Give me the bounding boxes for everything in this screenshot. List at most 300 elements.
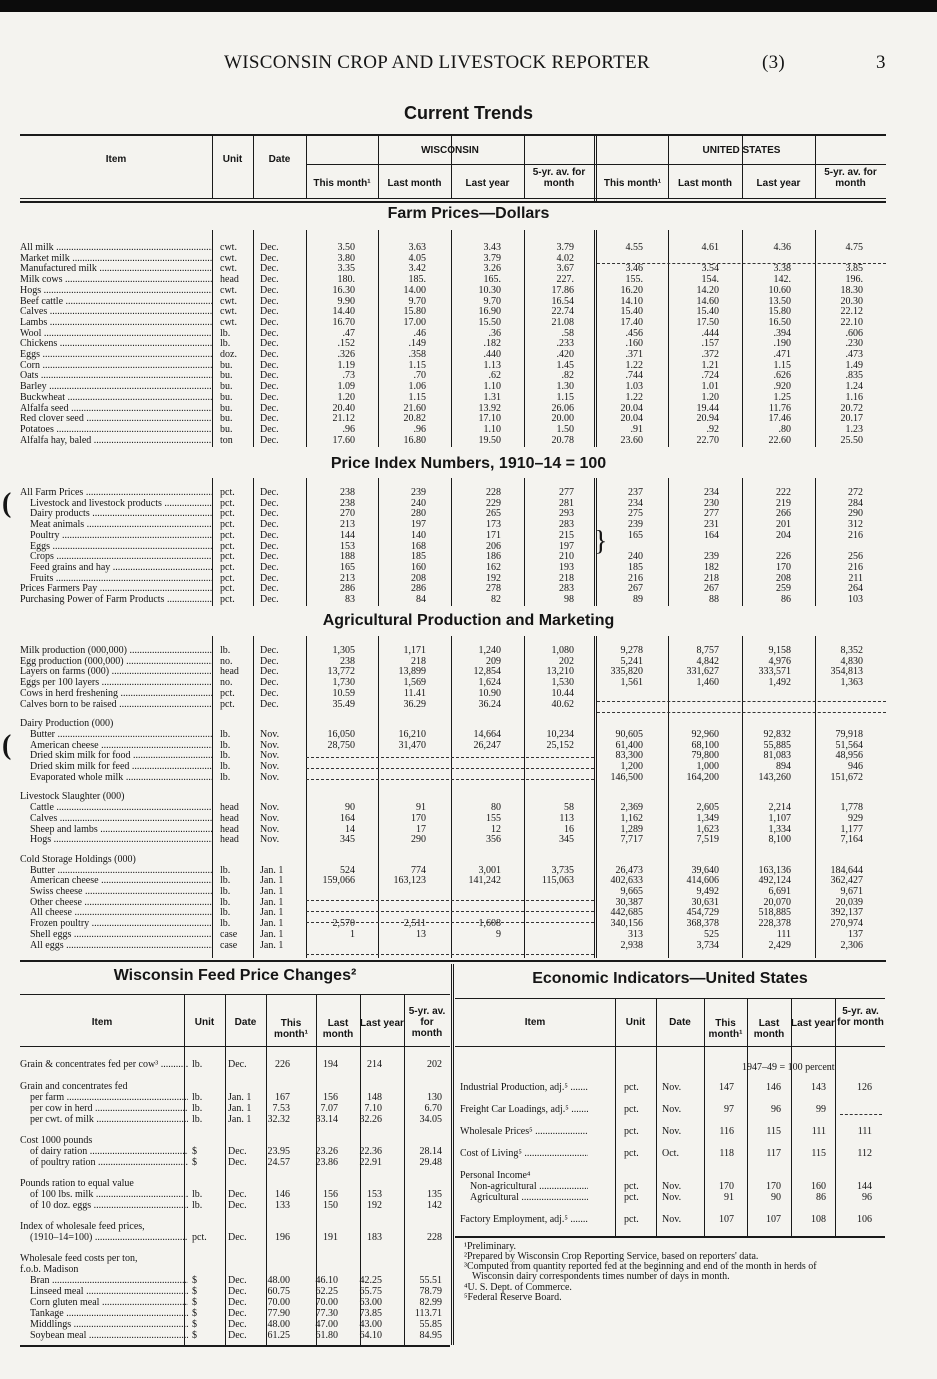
- us-value: 518,885: [758, 907, 791, 919]
- row-unit: bu.: [220, 423, 233, 435]
- feed-row: [20, 1178, 440, 1189]
- feed-value: 73.85: [359, 1308, 382, 1319]
- row-unit: pct.: [220, 561, 235, 573]
- us-value: 83,300: [615, 750, 643, 762]
- wi-value: 91: [416, 802, 426, 814]
- row-unit: pct.: [220, 497, 235, 509]
- footnote: ²Prepared by Wisconsin Crop Reporting Service, based on reporters' data.: [464, 1251, 759, 1262]
- us-value: 86: [781, 594, 791, 605]
- row-unit: lb.: [220, 907, 231, 919]
- wi-value: 165: [340, 561, 355, 573]
- table-row: [20, 824, 885, 835]
- row-label: Calves .....: [20, 306, 212, 317]
- wi-value: 21.12: [332, 413, 355, 425]
- us-value: 79,918: [835, 728, 863, 740]
- row-date: Nov.: [260, 771, 280, 783]
- feed-row-unit: $: [192, 1146, 197, 1157]
- table-header-bottom-rule-2: [20, 201, 886, 203]
- column-header-last-month: Last month: [387, 178, 442, 189]
- wi-value: 3.35: [337, 263, 355, 275]
- row-date: Dec.: [260, 540, 279, 552]
- feed-value: 167: [275, 1092, 290, 1103]
- footnote: Wisconsin dairy correspondents times number of days in month.: [472, 1271, 730, 1282]
- wi-value: 215: [559, 529, 574, 541]
- wi-value: 19.50: [478, 434, 501, 446]
- us-value: 92,832: [763, 728, 791, 740]
- feed-value: 43.00: [359, 1319, 382, 1330]
- row-date: Dec.: [260, 666, 279, 678]
- row-unit: cwt.: [220, 252, 237, 264]
- row-unit: lb.: [220, 750, 231, 762]
- row-unit: pct.: [220, 529, 235, 541]
- wi-value: 1,530: [551, 677, 574, 689]
- wi-value: 293: [559, 508, 574, 520]
- feed-value: 226: [275, 1059, 290, 1070]
- us-value: 7,164: [840, 834, 863, 846]
- feed-header-date: Date: [234, 1017, 257, 1028]
- subsection-label: Cold Storage Holdings (000): [20, 853, 136, 865]
- us-value: 1,623: [696, 823, 719, 835]
- row-unit: case: [220, 939, 238, 951]
- section-title: Agricultural Production and Marketing: [322, 612, 615, 629]
- feed-row: [20, 1135, 440, 1146]
- us-value: .835: [845, 370, 863, 382]
- feed-row-label: f.o.b. Madison: [20, 1264, 79, 1275]
- table-row: [20, 929, 885, 940]
- feed-row-label: of dairy ration .....: [20, 1146, 188, 1157]
- feed-value: 7.53: [272, 1103, 290, 1114]
- feed-value: 62.25: [315, 1286, 338, 1297]
- us-value: 1.25: [773, 391, 791, 403]
- table-row: [20, 274, 885, 285]
- table-top-rule: [20, 134, 886, 136]
- wi-value: 20.40: [332, 402, 355, 414]
- feed-value: 196: [275, 1232, 290, 1243]
- wi-value: 173: [486, 519, 501, 531]
- row-date: Dec.: [260, 497, 279, 509]
- wi-value: 3.67: [556, 263, 574, 275]
- wi-value: 16.30: [332, 284, 355, 296]
- us-value: 9,158: [768, 645, 791, 656]
- us-value: 240: [628, 551, 643, 563]
- row-date: Dec.: [260, 487, 279, 498]
- column-header-five-yr: 5-yr. av. for month: [824, 167, 877, 189]
- feed-row-unit: lb.: [192, 1114, 203, 1125]
- wi-value: .36: [488, 327, 501, 339]
- us-value: 267: [628, 583, 643, 595]
- us-value: .371: [625, 349, 643, 360]
- feed-header-five-yr: 5-yr. av. for month: [408, 1006, 446, 1039]
- econ-row: [460, 1126, 890, 1137]
- table-row: [20, 573, 885, 584]
- wi-value: 356: [486, 834, 501, 846]
- row-date: Dec.: [260, 391, 279, 403]
- wi-value: 16,050: [327, 728, 355, 740]
- table-bottom-rule: [20, 960, 886, 962]
- us-value: 3.85: [845, 263, 863, 275]
- feed-bottom-rule: [20, 1345, 450, 1347]
- row-date: Dec.: [260, 381, 279, 393]
- feed-row: [20, 1146, 440, 1157]
- us-value: .91: [630, 423, 643, 435]
- us-value: 216: [628, 572, 643, 584]
- wi-value: 218: [559, 572, 574, 584]
- wi-value: 20.82: [403, 413, 426, 425]
- row-unit: bu.: [220, 370, 233, 382]
- feed-value: 46.10: [315, 1275, 338, 1286]
- econ-header-date: Date: [669, 1017, 691, 1028]
- feed-value: 23.26: [315, 1146, 338, 1157]
- wi-value: 218: [411, 655, 426, 667]
- wi-value: 277: [559, 487, 574, 498]
- us-value: 1,200: [620, 761, 643, 772]
- feed-value: 194: [323, 1059, 338, 1070]
- feed-row: [20, 1221, 440, 1232]
- column-header-last-year: Last year: [465, 178, 510, 189]
- row-label: Milk production (000,000) .....: [20, 645, 212, 656]
- table-row: [20, 317, 885, 328]
- wi-value: 13,772: [327, 666, 355, 678]
- subsection-label: Livestock Slaughter (000): [20, 791, 125, 803]
- us-value: 313: [628, 928, 643, 940]
- us-value: 22.12: [840, 306, 863, 318]
- wi-value: 1.10: [483, 381, 501, 393]
- econ-row-label: Non-agricultural .....: [460, 1181, 588, 1192]
- row-unit: head: [220, 834, 239, 846]
- us-value: 211: [848, 572, 863, 584]
- wi-value: 238: [340, 487, 355, 498]
- row-label: Wool .....: [20, 328, 212, 339]
- row-unit: lb.: [220, 896, 231, 908]
- wi-value: 11.41: [403, 687, 426, 699]
- wi-value: 26.06: [551, 402, 574, 414]
- wi-value: 3.50: [337, 242, 355, 253]
- us-value: 30,631: [691, 896, 719, 908]
- row-unit: bu.: [220, 359, 233, 371]
- wi-value: 10.90: [478, 687, 501, 699]
- feed-value: 42.25: [359, 1275, 382, 1286]
- feed-value: 23.86: [315, 1157, 338, 1168]
- us-value: 20.72: [840, 402, 863, 414]
- feed-row-date: Dec.: [228, 1200, 247, 1211]
- row-label: Buckwheat .....: [20, 392, 212, 403]
- row-unit: cwt.: [220, 263, 237, 275]
- feed-value: 6.70: [424, 1103, 442, 1114]
- table-row: [20, 645, 885, 656]
- econ-row-label: Industrial Production, adj.⁵ .....: [460, 1082, 588, 1093]
- column-header-unit: Unit: [222, 154, 243, 165]
- us-value: 239: [704, 551, 719, 563]
- feed-value: 133: [275, 1200, 290, 1211]
- table-row: [20, 907, 885, 918]
- us-value: .157: [701, 338, 719, 350]
- row-label: Oats .....: [20, 370, 212, 381]
- empty-cell-dash: [306, 900, 594, 901]
- wi-value: 3,001: [478, 864, 501, 876]
- us-value: 264: [848, 583, 863, 595]
- row-label: Frozen poultry .....: [20, 918, 212, 929]
- feed-row: [20, 1297, 440, 1308]
- us-value: .626: [773, 370, 791, 382]
- us-value: 4,842: [696, 655, 719, 667]
- us-value: 9,492: [696, 886, 719, 897]
- feed-row-label: of poultry ration .....: [20, 1157, 188, 1168]
- wi-value: 1.50: [556, 423, 574, 435]
- econ-row-label: Personal Income⁴: [460, 1170, 531, 1181]
- row-date: Jan. 1: [260, 896, 284, 908]
- table-row: [20, 413, 885, 424]
- econ-value: 170: [719, 1181, 734, 1192]
- us-value: 185: [628, 561, 643, 573]
- feed-row: [20, 1330, 440, 1341]
- us-value: 6,691: [768, 886, 791, 897]
- us-value: 218: [704, 572, 719, 584]
- us-value: 18.30: [840, 284, 863, 296]
- us-value: 111: [776, 928, 791, 940]
- row-unit: lb.: [220, 864, 231, 876]
- wi-value: 36.24: [478, 698, 501, 710]
- wi-value: 4.05: [408, 252, 426, 264]
- us-value: .190: [773, 338, 791, 350]
- row-unit: pct.: [220, 540, 235, 552]
- wi-value: 1,730: [332, 677, 355, 689]
- wi-value: 280: [411, 508, 426, 520]
- row-unit: pct.: [220, 508, 235, 520]
- us-value: 1.24: [845, 381, 863, 393]
- feed-value: 142: [427, 1200, 442, 1211]
- wi-value: 1,624: [478, 677, 501, 689]
- us-value: 3.38: [773, 263, 791, 275]
- us-value: 103: [848, 594, 863, 605]
- row-label: Calves born to be raised .....: [20, 699, 212, 710]
- table-row: [20, 519, 885, 530]
- row-label: Calves .....: [20, 813, 212, 824]
- us-value: 219: [776, 497, 791, 509]
- wi-value: 113: [559, 812, 574, 824]
- us-value: .230: [845, 338, 863, 350]
- us-value: 55,885: [763, 739, 791, 751]
- wi-value: 163,123: [393, 875, 426, 887]
- us-value: 230: [704, 497, 719, 509]
- feed-row-unit: lb.: [192, 1189, 203, 1200]
- feed-value: 77.30: [315, 1308, 338, 1319]
- us-value: 454,729: [686, 907, 719, 919]
- row-unit: bu.: [220, 413, 233, 425]
- us-value: 25.50: [840, 434, 863, 446]
- us-value: 1.23: [845, 423, 863, 435]
- us-value: .394: [773, 327, 791, 339]
- us-value: 492,124: [758, 875, 791, 887]
- us-value: 8,352: [840, 645, 863, 656]
- wi-value: 208: [411, 572, 426, 584]
- us-value: 170: [776, 561, 791, 573]
- us-value: 525: [704, 928, 719, 940]
- row-label: Hogs .....: [20, 285, 212, 296]
- row-label: Swiss cheese .....: [20, 886, 212, 897]
- wi-value: 84: [416, 594, 426, 605]
- econ-value: 147: [719, 1082, 734, 1093]
- feed-value: 70.00: [315, 1297, 338, 1308]
- feed-header-top-rule: [20, 994, 450, 995]
- wi-value: 213: [340, 519, 355, 531]
- feed-row-date: Dec.: [228, 1232, 247, 1243]
- us-value: 2,369: [620, 802, 643, 814]
- econ-table-title: Economic Indicators—United States: [532, 970, 808, 987]
- us-value: 20.04: [620, 402, 643, 414]
- feed-row: [20, 1200, 440, 1211]
- table-row: [20, 508, 885, 519]
- row-unit: cwt.: [220, 295, 237, 307]
- feed-value: 146: [275, 1189, 290, 1200]
- us-value: 1.20: [701, 391, 719, 403]
- row-unit: bu.: [220, 381, 233, 393]
- table-row: [20, 761, 885, 772]
- feed-value: 113.71: [414, 1308, 442, 1319]
- us-value: 7,717: [620, 834, 643, 846]
- econ-row-label: Agricultural .....: [460, 1192, 588, 1203]
- wi-value: 36.29: [403, 698, 426, 710]
- table-row: [20, 562, 885, 573]
- us-value: 290: [848, 508, 863, 520]
- row-unit: pct.: [220, 572, 235, 584]
- feed-row: [20, 1264, 440, 1275]
- wi-value: .47: [342, 327, 355, 339]
- econ-value: 115: [811, 1148, 826, 1159]
- table-row: [20, 370, 885, 381]
- feed-row: [20, 1157, 440, 1168]
- wi-value: 10.30: [478, 284, 501, 296]
- row-date: Dec.: [260, 306, 279, 318]
- us-value: 1,177: [840, 823, 863, 835]
- econ-header-last-month: Last month: [753, 1018, 785, 1040]
- econ-header-bottom-rule: [455, 1046, 885, 1047]
- table-row: [20, 424, 885, 435]
- feed-row-label: Linseed meal .....: [20, 1286, 188, 1297]
- feed-value: 84.95: [419, 1330, 442, 1341]
- column-header-united-states: UNITED STATES: [702, 145, 781, 156]
- row-unit: head: [220, 666, 239, 678]
- wi-value: 1,171: [403, 645, 426, 656]
- wi-value: 13: [416, 928, 426, 940]
- feed-header-unit: Unit: [194, 1017, 215, 1028]
- wi-value: 10.59: [332, 687, 355, 699]
- row-date: Dec.: [260, 370, 279, 382]
- feed-row: [20, 1059, 440, 1070]
- feed-value: 34.05: [419, 1114, 442, 1125]
- row-date: Dec.: [260, 252, 279, 264]
- us-value: 14.10: [620, 295, 643, 307]
- us-value: 10.60: [768, 284, 791, 296]
- wi-value: 13,899: [398, 666, 426, 678]
- wi-value: .233: [556, 338, 574, 350]
- empty-cell-dash: [597, 701, 886, 702]
- row-unit: head: [220, 802, 239, 814]
- wi-value: 171: [486, 529, 501, 541]
- us-value: 182: [704, 561, 719, 573]
- us-value: 16.50: [768, 316, 791, 328]
- feed-row-date: Dec.: [228, 1275, 247, 1286]
- wi-value: 286: [340, 583, 355, 595]
- wi-value: 239: [411, 487, 426, 498]
- table-row: [20, 940, 885, 951]
- wi-value: 238: [340, 655, 355, 667]
- econ-row-date: Nov.: [662, 1214, 682, 1225]
- feed-row-label: (1910–14=100) .....: [20, 1232, 188, 1243]
- wi-value: 240: [411, 497, 426, 509]
- header-col-divider: [212, 134, 213, 198]
- feed-value: 32.26: [359, 1114, 382, 1125]
- feed-row-label: per cow in herd .....: [20, 1103, 188, 1114]
- feed-row-date: Dec.: [228, 1330, 247, 1341]
- feed-row-label: per farm .....: [20, 1092, 188, 1103]
- row-label: Alfalfa seed .....: [20, 403, 212, 414]
- row-date: Dec.: [260, 263, 279, 275]
- row-unit: pct.: [220, 698, 235, 710]
- row-label: Cows in herd freshening .....: [20, 688, 212, 699]
- feed-value: 183: [367, 1232, 382, 1243]
- row-label: Livestock and livestock products .....: [20, 498, 212, 509]
- us-value: 204: [776, 529, 791, 541]
- us-value: 14.20: [696, 284, 719, 296]
- us-value: 266: [776, 508, 791, 520]
- wi-value: 21.60: [403, 402, 426, 414]
- table-row: [20, 875, 885, 886]
- econ-row-date: Nov.: [662, 1181, 682, 1192]
- row-date: Dec.: [260, 519, 279, 531]
- table-row: [20, 349, 885, 360]
- row-label: Alfalfa hay, baled .....: [20, 435, 212, 446]
- wi-value: 16: [564, 823, 574, 835]
- econ-header-unit: Unit: [625, 1017, 646, 1028]
- feed-value: 77.90: [267, 1308, 290, 1319]
- row-label: Feed grains and hay .....: [20, 562, 212, 573]
- page-number: 3: [876, 52, 886, 73]
- wi-value: 83: [345, 594, 355, 605]
- feed-row: [20, 1114, 440, 1125]
- wi-value: 229: [486, 497, 501, 509]
- wi-value: 140: [411, 529, 426, 541]
- wi-value: 15.80: [403, 306, 426, 318]
- table-row: [20, 285, 885, 296]
- us-value: 312: [848, 519, 863, 531]
- wi-value: 1,569: [403, 677, 426, 689]
- us-value: 228,378: [758, 918, 791, 930]
- econ-value: 112: [857, 1148, 872, 1159]
- us-value: 259: [776, 583, 791, 595]
- econ-value: 96: [771, 1104, 781, 1115]
- us-value: 23.60: [620, 434, 643, 446]
- wi-value: 14.40: [332, 306, 355, 318]
- wi-value: 1.31: [483, 391, 501, 403]
- row-unit: case: [220, 928, 238, 940]
- table-row: [20, 392, 885, 403]
- table-row: [20, 740, 885, 751]
- table-row: [20, 306, 885, 317]
- row-unit: no.: [220, 655, 233, 667]
- econ-value: 111: [811, 1126, 826, 1137]
- econ-row-label: Cost of Living⁵ .....: [460, 1148, 588, 1159]
- wi-value: 20.00: [551, 413, 574, 425]
- us-value: 270,974: [830, 918, 863, 930]
- table-row: [20, 834, 885, 845]
- row-date: Nov.: [260, 802, 280, 814]
- wi-value: 17.60: [332, 434, 355, 446]
- row-date: Dec.: [260, 434, 279, 446]
- issue-number: (3): [762, 52, 786, 73]
- feed-row-date: Dec.: [228, 1189, 247, 1200]
- us-value: 201: [776, 519, 791, 531]
- wi-value: 28,750: [327, 739, 355, 751]
